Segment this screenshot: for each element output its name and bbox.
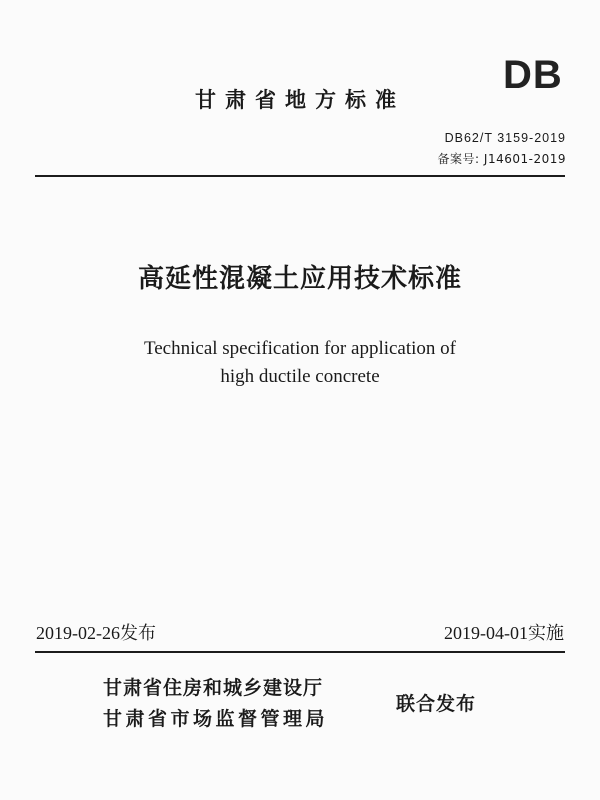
record-number: 备案号: J14601-2019 — [437, 152, 566, 166]
db-logo: DB — [503, 53, 563, 97]
issuing-bodies — [103, 679, 328, 729]
standard-number: DB62/T 3159-2019 — [444, 131, 566, 145]
joint-release-label: 联合发布 — [396, 693, 477, 715]
document-title-english-line-1: Technical specification for application of — [143, 338, 457, 359]
issue-date: 2019-02-26发布 — [36, 623, 156, 643]
issuer-market-regulation-bureau: 甘肃省市场监督管理局 — [103, 708, 329, 730]
document-title-english-line-2: high ductile concrete — [220, 366, 380, 387]
top-divider — [35, 175, 565, 177]
standard-authority: 甘肃省地方标准 — [195, 88, 405, 112]
document-title-chinese: 高延性混凝土应用技术标准 — [137, 264, 462, 294]
bottom-divider — [35, 651, 565, 653]
issuer-housing-department: 甘肃省住房和城乡建设厅 — [103, 677, 324, 699]
effective-date: 2019-04-01实施 — [444, 623, 564, 643]
